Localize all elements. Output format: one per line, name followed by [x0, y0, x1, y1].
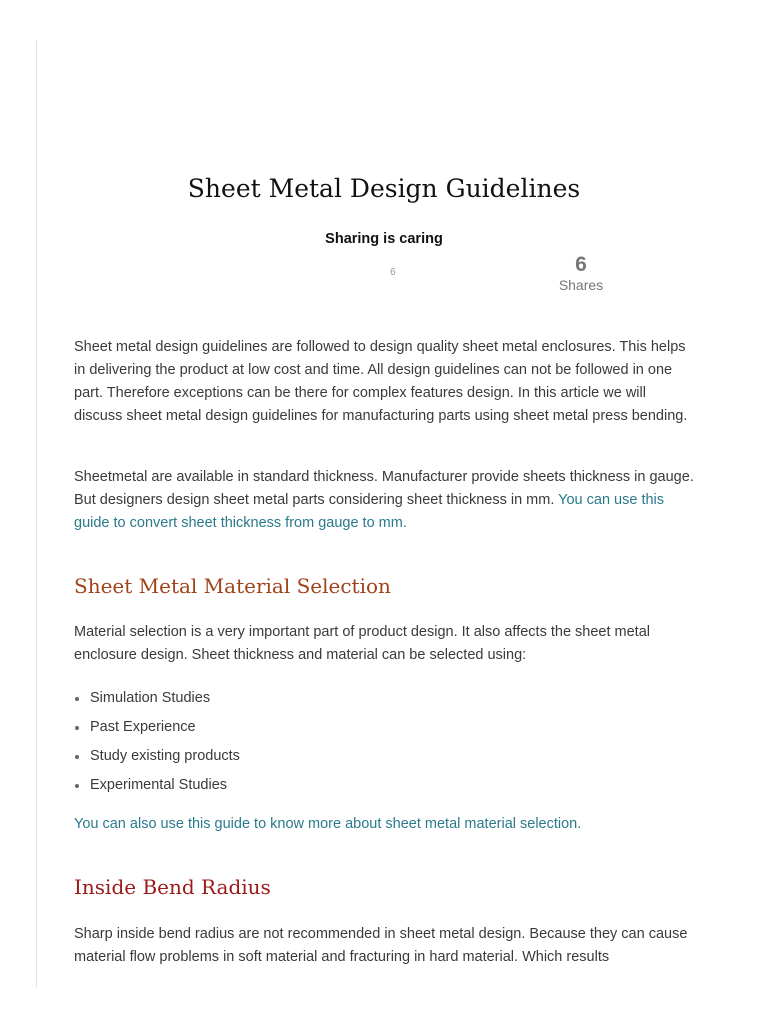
share-button-count[interactable]: 6 [390, 267, 396, 278]
left-border-line [36, 40, 37, 988]
material-selection-guide-link[interactable]: You can also use this guide to know more about sheet metal material selection. [74, 816, 582, 832]
list-item [74, 684, 694, 713]
bullet-icon [75, 784, 79, 788]
thickness-paragraph [74, 466, 694, 535]
intro-paragraph: Sheet metal design guidelines are followed to design quality sheet metal enclosures. This helps in delivering the product at low cost and time. All design guidelines can not be followed in one part. Therefore exceptions can be there for complex features design. In this article we will discuss sheet metal design guidelines for manufacturing parts using sheet metal press bending. [74, 339, 688, 424]
inside-bend-radius-heading: Inside Bend Radius [74, 875, 271, 899]
share-label: Sharing is caring [325, 231, 443, 247]
list-item-label: Experimental Studies [90, 777, 228, 793]
share-total [544, 253, 618, 293]
bend-radius-paragraph: Sharp inside bend radius are not recommended in sheet metal design. Because they can cause material flow problems in soft material and fracturing in hard material. Which results [74, 926, 688, 965]
material-selection-link-paragraph [74, 813, 694, 836]
list-item [74, 771, 694, 800]
bullet-icon [75, 726, 79, 730]
bullet-icon [75, 697, 79, 701]
list-item-label: Past Experience [90, 719, 196, 735]
list-item [74, 713, 694, 742]
page-title: Sheet Metal Design Guidelines [187, 174, 581, 203]
list-item-label: Simulation Studies [90, 690, 211, 706]
material-selection-paragraph: Material selection is a very important part of product design. It also affects the sheet metal enclosure design. Sheet thickness and material can be selected using: [74, 624, 650, 663]
list-item [74, 742, 694, 771]
share-total-count: 6 [575, 253, 587, 276]
gauge-to-mm-link[interactable]: You can use this guide to convert sheet thickness from gauge to mm. [74, 492, 665, 531]
thickness-paragraph-text: Sheetmetal are available in standard thickness. Manufacturer provide sheets thickness in gauge. But designers design sheet metal parts considering sheet thickness in mm. [74, 469, 694, 508]
material-selection-heading: Sheet Metal Material Selection [74, 574, 391, 598]
share-total-label: Shares [558, 277, 604, 293]
list-item-label: Study existing products [90, 748, 240, 764]
material-methods-list [74, 684, 694, 800]
bullet-icon [75, 755, 79, 759]
